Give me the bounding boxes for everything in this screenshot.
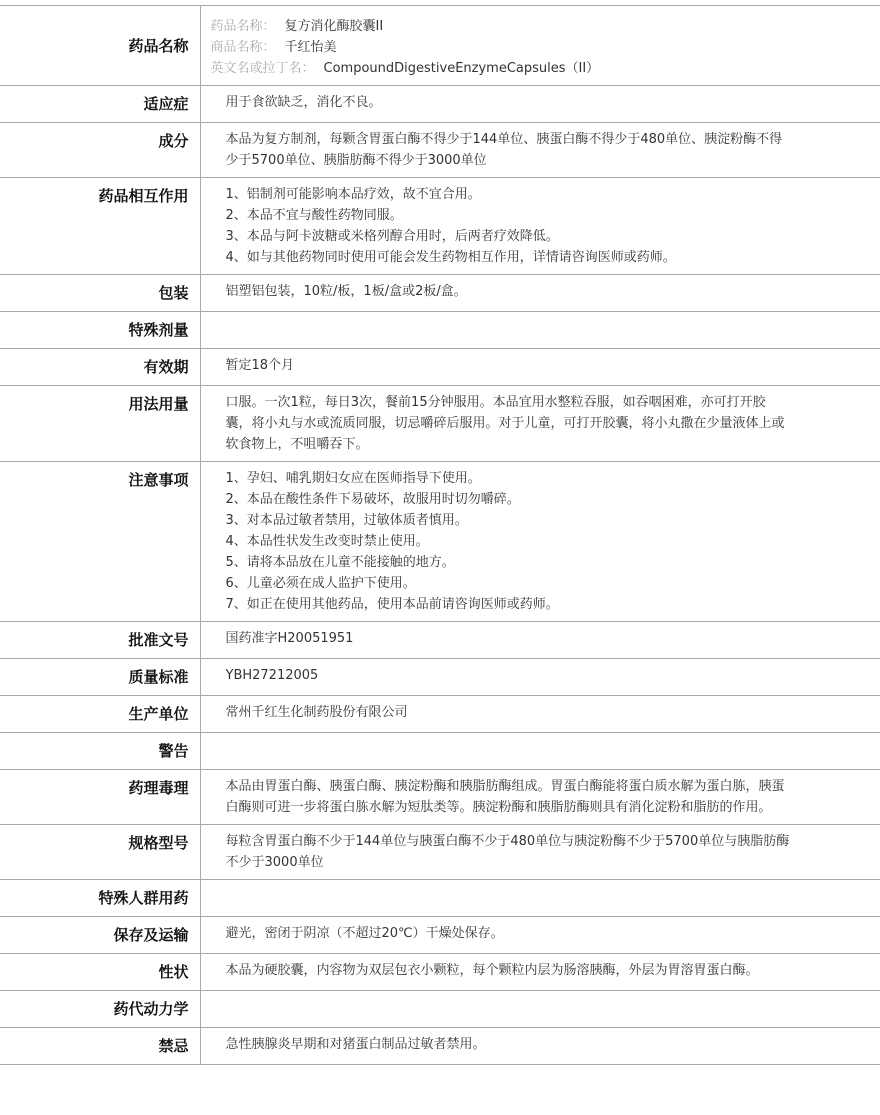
value-line: 7、如正在使用其他药品，使用本品前请咨询医师或药师。: [225, 597, 559, 612]
value-line: 每粒含胃蛋白酶不少于144单位与胰蛋白酶不少于480单位与胰淀粉酶不少于5700单位与胰脂肪酶不少于3000单位: [225, 834, 790, 870]
value-line: 常州千红生化制药股份有限公司: [225, 705, 408, 720]
row-packaging: [0, 275, 880, 312]
row-value: [200, 178, 880, 275]
row-value: [200, 86, 880, 123]
row-value: [200, 312, 880, 349]
value-line: 1、铝制剂可能影响本品疗效，故不宜合用。: [225, 187, 481, 202]
row-label: 药品名称: [0, 6, 200, 86]
row-value: [200, 349, 880, 386]
row-manufacturer: [0, 696, 880, 733]
row-value: [200, 696, 880, 733]
value-line: 1、孕妇、哺乳期妇女应在医师指导下使用。: [225, 471, 481, 486]
row-value: [200, 275, 880, 312]
row-special-dosage: [0, 312, 880, 349]
generic-name-value: 复方消化酶胶囊II: [284, 19, 384, 34]
row-warning: [0, 733, 880, 770]
row-label: 生产单位: [0, 696, 200, 733]
row-value: [200, 123, 880, 178]
english-name-value: CompoundDigestiveEnzymeCapsules（II）: [323, 61, 600, 76]
row-value: [200, 770, 880, 825]
row-shelf-life: [0, 349, 880, 386]
english-name-key: 英文名或拉丁名：: [210, 61, 315, 76]
trade-name-key: 商品名称：: [210, 40, 276, 55]
row-value: [200, 825, 880, 880]
value-line: 6、儿童必须在成人监护下使用。: [225, 576, 416, 591]
row-label: 药代动力学: [0, 991, 200, 1028]
row-label: 包装: [0, 275, 200, 312]
row-value: [200, 386, 880, 462]
row-value: [200, 991, 880, 1028]
row-specification: [0, 825, 880, 880]
value-line: 本品为硬胶囊，内容物为双层包衣小颗粒，每个颗粒内层为肠溶胰酶，外层为胃溶胃蛋白酶。: [225, 963, 759, 978]
row-value: [200, 880, 880, 917]
drug-name-row: [0, 6, 880, 86]
row-label: 药品相互作用: [0, 178, 200, 275]
generic-name-line: [211, 16, 873, 37]
drug-info-table-body: [0, 6, 880, 1065]
english-name-line: [211, 58, 873, 79]
row-label: 药理毒理: [0, 770, 200, 825]
value-line: 口服。一次1粒，每日3次，餐前15分钟服用。本品宜用水整粒吞服，如吞咽困难，亦可打开胶囊，将小丸与水或流质同服，切忌嚼碎后服用。对于儿童，可打开胶囊，将小丸撒在少量液体上或软食物上，不咀嚼吞下。: [225, 395, 785, 452]
row-value: [200, 954, 880, 991]
row-contraindications: [0, 1028, 880, 1065]
row-indications: [0, 86, 880, 123]
row-value: [200, 733, 880, 770]
value-line: 急性胰腺炎早期和对猪蛋白制品过敏者禁用。: [225, 1037, 486, 1052]
row-label: 警告: [0, 733, 200, 770]
row-value: [200, 659, 880, 696]
row-label: 注意事项: [0, 462, 200, 622]
row-label: 成分: [0, 123, 200, 178]
row-approval-number: [0, 622, 880, 659]
value-line: 避光，密闭于阴凉（不超过20℃）干燥处保存。: [225, 926, 504, 941]
row-pharmacokinetics: [0, 991, 880, 1028]
value-line: YBH27212005: [225, 668, 319, 683]
value-line: 国药准字H20051951: [225, 631, 354, 646]
row-label: 适应症: [0, 86, 200, 123]
row-value: [200, 622, 880, 659]
row-label: 质量标准: [0, 659, 200, 696]
row-label: 特殊人群用药: [0, 880, 200, 917]
row-drug-interactions: [0, 178, 880, 275]
value-line: 4、如与其他药物同时使用可能会发生药物相互作用，详情请咨询医师或药师。: [225, 250, 676, 265]
row-pharmacology-toxicology: [0, 770, 880, 825]
row-dosage-usage: [0, 386, 880, 462]
row-value: [200, 462, 880, 622]
row-precautions: [0, 462, 880, 622]
value-line: 2、本品在酸性条件下易破坏，故服用时切勿嚼碎。: [225, 492, 520, 507]
row-label: 规格型号: [0, 825, 200, 880]
row-label: 禁忌: [0, 1028, 200, 1065]
value-line: 本品为复方制剂，每颗含胃蛋白酶不得少于144单位、胰蛋白酶不得少于480单位、胰淀粉酶不得少于5700单位、胰脂肪酶不得少于3000单位: [225, 132, 783, 168]
trade-name-value: 千红怡美: [284, 40, 337, 55]
value-line: 3、对本品过敏者禁用，过敏体质者慎用。: [225, 513, 468, 528]
drug-name-values: [200, 6, 880, 86]
drug-info-table: [0, 5, 880, 1065]
trade-name-line: [211, 37, 873, 58]
value-line: 2、本品不宜与酸性药物同服。: [225, 208, 403, 223]
row-special-populations: [0, 880, 880, 917]
row-label: 特殊剂量: [0, 312, 200, 349]
value-line: 3、本品与阿卡波糖或米格列醇合用时，后两者疗效降低。: [225, 229, 559, 244]
row-label: 用法用量: [0, 386, 200, 462]
row-label: 批准文号: [0, 622, 200, 659]
row-ingredients: [0, 123, 880, 178]
row-label: 有效期: [0, 349, 200, 386]
row-label: 保存及运输: [0, 917, 200, 954]
value-line: 用于食欲缺乏，消化不良。: [225, 95, 382, 110]
generic-name-key: 药品名称：: [210, 19, 276, 34]
value-line: 暂定18个月: [225, 358, 295, 373]
value-line: 4、本品性状发生改变时禁止使用。: [225, 534, 429, 549]
row-quality-standard: [0, 659, 880, 696]
row-description: [0, 954, 880, 991]
row-value: [200, 917, 880, 954]
row-label: 性状: [0, 954, 200, 991]
value-line: 铝塑铝包装，10粒/板，1板/盒或2板/盒。: [225, 284, 467, 299]
value-line: 本品由胃蛋白酶、胰蛋白酶、胰淀粉酶和胰脂肪酶组成。胃蛋白酶能将蛋白质水解为蛋白胨，胰蛋白酶则可进一步将蛋白胨水解为短肽类等。胰淀粉酶和胰脂肪酶则具有消化淀粉和脂肪的作用。: [225, 779, 785, 815]
value-line: 5、请将本品放在儿童不能接触的地方。: [225, 555, 455, 570]
row-storage-transport: [0, 917, 880, 954]
row-value: [200, 1028, 880, 1065]
